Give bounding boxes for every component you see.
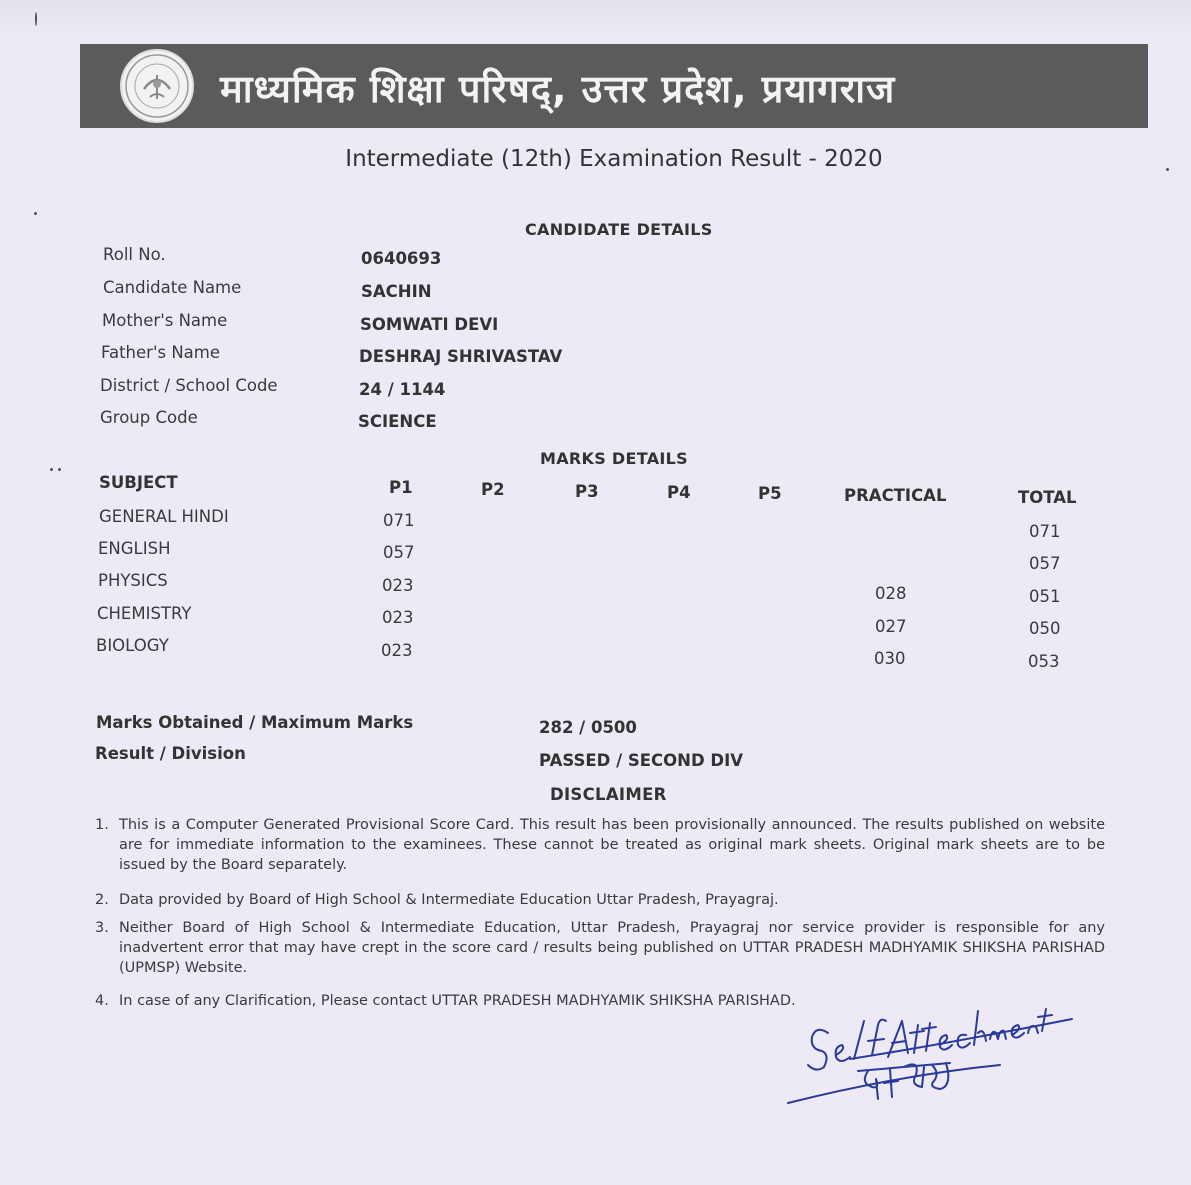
p1-cell: 023 — [382, 608, 414, 627]
practical-cell: 027 — [875, 617, 907, 636]
disclaimer-heading: DISCLAIMER — [550, 785, 667, 804]
disclaimer-item-text: Data provided by Board of High School & Intermediate Education Uttar Pradesh, Prayagraj. — [119, 892, 779, 908]
scan-edge — [0, 0, 1191, 40]
district-school-code-value: 24 / 1144 — [359, 380, 446, 399]
disclaimer-item — [95, 890, 1105, 910]
col-subject: SUBJECT — [99, 473, 178, 492]
total-cell: 071 — [1029, 522, 1061, 541]
disclaimer-item-text: Neither Board of High School & Intermediate Education, Uttar Pradesh, Prayagraj nor service provider is responsible for any inadvertent error that may have crept in the score card / results being published on UTTAR PRADESH MADHYAMIK SHIKSHA PARISHAD (UPMSP) Website. — [119, 920, 1105, 976]
result-division-value: PASSED / SECOND DIV — [539, 751, 744, 770]
subject-cell: BIOLOGY — [96, 636, 169, 655]
scan-speck — [34, 212, 37, 215]
header-band — [80, 44, 1148, 128]
candidate-name-label: Candidate Name — [103, 278, 242, 297]
marks-obtained-value: 282 / 0500 — [539, 718, 637, 737]
subject-cell: GENERAL HINDI — [99, 507, 229, 526]
practical-cell: 028 — [875, 584, 907, 603]
col-p3: P3 — [575, 482, 599, 501]
exam-title: Intermediate (12th) Examination Result - 2020 — [345, 146, 883, 172]
subject-cell: ENGLISH — [98, 539, 171, 558]
handwritten-signature — [780, 975, 1080, 1114]
col-p4: P4 — [667, 483, 691, 502]
practical-cell: 030 — [874, 649, 906, 668]
disclaimer-item-number: 3. — [95, 920, 109, 936]
col-total: TOTAL — [1018, 488, 1077, 507]
father-name-label: Father's Name — [101, 343, 221, 362]
scan-speck — [50, 468, 53, 471]
col-p5: P5 — [758, 484, 782, 503]
roll-no-value: 0640693 — [361, 249, 442, 268]
col-p2: P2 — [481, 480, 505, 499]
board-logo-icon — [120, 49, 194, 123]
father-name-value: DESHRAJ SHRIVASTAV — [359, 347, 563, 366]
total-cell: 053 — [1028, 652, 1060, 671]
marks-obtained-label: Marks Obtained / Maximum Marks — [96, 713, 414, 732]
disclaimer-item-text: In case of any Clarification, Please contact UTTAR PRADESH MADHYAMIK SHIKSHA PARISHAD. — [119, 993, 796, 1009]
total-cell: 051 — [1029, 587, 1061, 606]
subject-cell: PHYSICS — [98, 571, 168, 590]
district-school-code-label: District / School Code — [100, 376, 278, 395]
disclaimer-item-number: 1. — [95, 817, 109, 833]
p1-cell: 023 — [381, 641, 413, 660]
disclaimer-item-number: 4. — [95, 993, 109, 1009]
total-cell: 057 — [1029, 554, 1061, 573]
marks-details-heading: MARKS DETAILS — [540, 449, 688, 468]
roll-no-label: Roll No. — [103, 245, 166, 264]
disclaimer-item — [95, 815, 1105, 875]
col-p1: P1 — [389, 478, 413, 497]
candidate-name-value: SACHIN — [361, 282, 432, 301]
disclaimer-item-text: This is a Computer Generated Provisional Score Card. This result has been provisionally announced. The results published on website are for immediate information to the examinees. These cannot be treated as original mark sheets. Original mark sheets are to be issued by the Board separately. — [119, 817, 1105, 873]
p1-cell: 071 — [383, 511, 415, 530]
scan-speck — [58, 468, 61, 471]
subject-cell: CHEMISTRY — [97, 604, 192, 623]
p1-cell: 057 — [383, 543, 415, 562]
col-practical: PRACTICAL — [844, 486, 947, 505]
total-cell: 050 — [1029, 619, 1061, 638]
mother-name-label: Mother's Name — [102, 311, 228, 330]
p1-cell: 023 — [382, 576, 414, 595]
group-code-value: SCIENCE — [358, 412, 437, 431]
disclaimer-item-number: 2. — [95, 892, 109, 908]
board-name: माध्यमिक शिक्षा परिषद्, उत्तर प्रदेश, प्रयागराज — [220, 67, 896, 111]
scan-speck — [35, 12, 37, 26]
disclaimer-item — [95, 918, 1105, 978]
candidate-details-heading: CANDIDATE DETAILS — [525, 220, 713, 239]
mother-name-value: SOMWATI DEVI — [360, 315, 499, 334]
disclaimer-item — [95, 991, 815, 1011]
result-division-label: Result / Division — [95, 744, 246, 763]
group-code-label: Group Code — [100, 408, 198, 427]
